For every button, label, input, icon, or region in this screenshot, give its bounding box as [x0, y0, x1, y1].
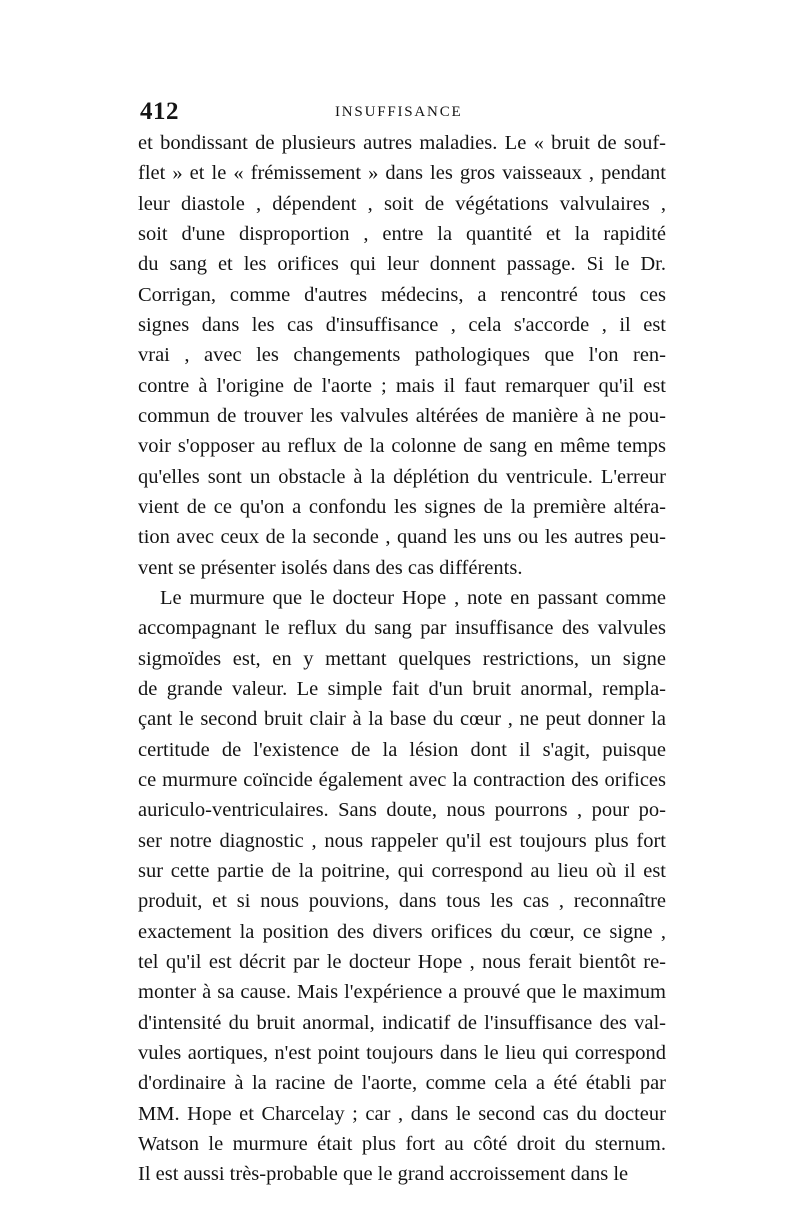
text-line: Corrigan, comme d'autres médecins, a rencontré tous ces — [138, 283, 666, 306]
page-number: 412 — [140, 98, 179, 125]
text-line: accompagnant le reflux du sang par insuffisance des valvules — [138, 617, 666, 640]
text-line: voir s'opposer au reflux de la colonne de sang en même temps — [138, 435, 666, 458]
text-line: Watson le murmure était plus fort au côté droit du sternum. — [138, 1132, 666, 1155]
page-header — [140, 98, 670, 128]
text-line: vent se présenter isolés dans des cas différents. — [138, 556, 523, 579]
text-line: qu'elles sont un obstacle à la déplétion du ventricule. L'erreur — [138, 465, 666, 488]
text-line: vient de ce qu'on a confondu les signes de la première altéra- — [138, 495, 666, 518]
text-line: ce murmure coïncide également avec la contraction des orifices — [138, 768, 666, 791]
running-title: INSUFFISANCE — [335, 104, 463, 120]
text-line: sur cette partie de la poitrine, qui correspond au lieu où il est — [138, 859, 666, 882]
text-line: et bondissant de plusieurs autres maladies. Le « bruit de souf- — [138, 132, 666, 154]
text-line: produit, et si nous pouvions, dans tous les cas , reconnaître — [138, 890, 666, 913]
text-line: auriculo-ventriculaires. Sans doute, nous pourrons , pour po- — [138, 799, 666, 822]
text-line: tion avec ceux de la seconde , quand les uns ou les autres peu- — [138, 526, 666, 549]
text-line: flet » et le « frémissement » dans les gros vaisseaux , pendant — [138, 162, 666, 185]
text-line: exactement la position des divers orifices du cœur, ce signe , — [138, 920, 666, 943]
text-line: monter à sa cause. Mais l'expérience a prouvé que le maximum — [138, 981, 666, 1004]
text-line: signes dans les cas d'insuffisance , cela s'accorde , il est — [138, 313, 666, 336]
paragraph-1 — [138, 128, 666, 583]
text-line: MM. Hope et Charcelay ; car , dans le second cas du docteur — [138, 1102, 666, 1125]
text-line: ser notre diagnostic , nous rappeler qu'il est toujours plus fort — [138, 829, 666, 852]
text-line: contre à l'origine de l'aorte ; mais il faut remarquer qu'il est — [138, 374, 666, 397]
text-line: vules aortiques, n'est point toujours dans le lieu qui correspond — [138, 1041, 666, 1064]
text-line: d'intensité du bruit anormal, indicatif de l'insuffisance des val- — [138, 1011, 666, 1034]
text-line: Le murmure que le docteur Hope , note en passant comme — [160, 586, 666, 609]
text-line: sigmoïdes est, en y mettant quelques restrictions, un signe — [138, 647, 666, 670]
text-line: tel qu'il est décrit par le docteur Hope , nous ferait bientôt re- — [138, 950, 666, 973]
text-line: leur diastole , dépendent , soit de végétations valvulaires , — [138, 192, 666, 215]
text-line: de grande valeur. Le simple fait d'un bruit anormal, rempla- — [138, 677, 666, 700]
text-line: du sang et les orifices qui leur donnent passage. Si le Dr. — [138, 253, 666, 276]
paragraph-2 — [138, 583, 666, 1190]
text-line: soit d'une disproportion , entre la quantité et la rapidité — [138, 222, 666, 245]
text-line: çant le second bruit clair à la base du cœur , ne peut donner la — [138, 708, 666, 731]
text-line: vrai , avec les changements pathologiques que l'on ren- — [138, 344, 666, 367]
text-line: Il est aussi très-probable que le grand accroissement dans le — [138, 1163, 629, 1186]
body-text — [138, 128, 666, 1189]
text-line: certitude de l'existence de la lésion dont il s'agit, puisque — [138, 738, 666, 761]
text-line: d'ordinaire à la racine de l'aorte, comme cela a été établi par — [138, 1072, 666, 1095]
text-line: commun de trouver les valvules altérées de manière à ne pou- — [138, 404, 666, 427]
